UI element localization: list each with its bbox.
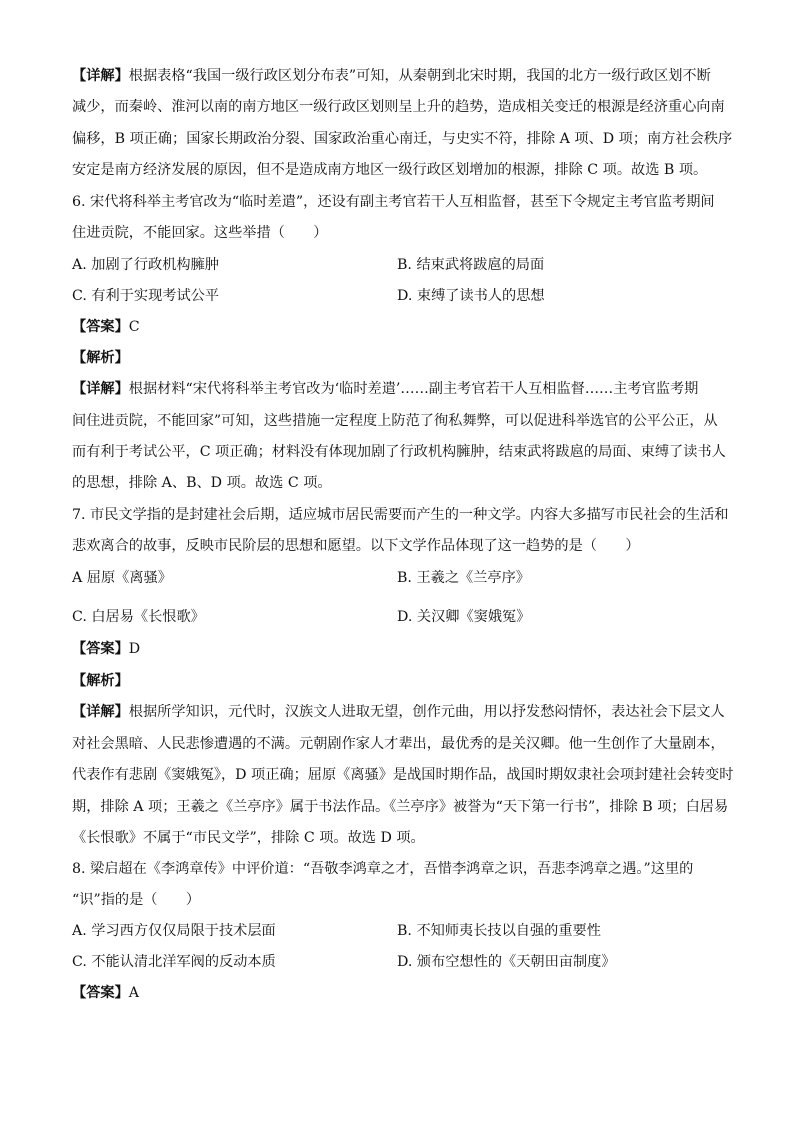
q7-option-c: C. 白居易《长恨歌》 [72,609,205,625]
q7-stem-line-2: 悲欢离合的故事，反映市民阶层的思想和愿望。以下文学作品体现了这一趋势的是（ ） [72,538,640,554]
q7-option-d: D. 关汉卿《窦娥冤》 [397,609,531,625]
q8-option-b: B. 不知师夷长技以自强的重要性 [397,923,601,939]
q6-option-c: C. 有利于实现考试公平 [72,288,220,304]
q6-stem-line-2: 住进贡院，不能回家。这些举措（ ） [72,225,328,241]
q6-answer: 【答案】C [72,319,140,335]
q5-detail-tag: 【详解】 [72,68,129,84]
q7-answer: 【答案】D [72,641,141,657]
q6-detail-line-4: 的思想，排除 A、B、D 项。故选 C 项。 [72,475,332,491]
q8-option-c: C. 不能认清北洋军阀的反动本质 [72,954,276,970]
q5-detail-line-3: 偏移，B 项正确；国家长期政治分裂、国家政治重心南迁，与史实不符，排除 A 项、D 项；南方社会秩序 [72,131,733,147]
q7-detail-line-3: 代表作有悲剧《窦娥冤》，D 项正确；屈原《离骚》是战国时期作品，战国时期奴隶社会项封建社会转变时 [72,767,734,783]
q7-option-a: A 屈原《离骚》 [72,570,172,586]
q6-analysis-heading: 【解析】 [72,350,129,366]
q6-option-b: B. 结束武将跋扈的局面 [397,257,545,273]
q7-option-b: B. 王羲之《兰亭序》 [397,570,530,586]
q6-option-a: A. 加剧了行政机构臃肿 [72,257,219,273]
q6-option-d: D. 束缚了读书人的思想 [397,288,545,304]
q5-detail-line-4: 安定是南方经济发展的原因，但不是造成南方地区一级行政区划增加的根源，排除 C 项。故选 B 项。 [72,162,708,178]
q7-analysis-heading: 【解析】 [72,673,129,689]
q7-stem-line-1: 7. 市民文学指的是封建社会后期，适应城市居民需要而产生的一种文学。内容大多描写市民社会的生活和 [72,507,729,523]
q6-stem-line-1: 6. 宋代将科举主考官改为“临时差遣”，还设有副主考官若干人互相监督，甚至下令规定主考官监考期间 [72,194,715,210]
q7-detail-line-4: 期，排除 A 项；王羲之《兰亭序》属于书法作品。《兰亭序》被誉为“天下第一行书”，排除 B 项；白居易 [72,799,729,815]
q6-detail-line-2: 间住进贡院，不能回家”可知，这些措施一定程度上防范了徇私舞弊，可以促进科举选官的公平公正，从 [72,413,718,429]
q8-stem-line-2: “识”指的是（ ） [72,892,201,908]
q7-detail-line-2: 对社会黑暗、人民悲惨遭遇的不满。元朝剧作家人才辈出，最优秀的是关汉卿。他一生创作了大量剧本， [72,736,725,752]
q7-detail-line-5: 《长恨歌》不属于“市民文学”，排除 C 项。故选 D 项。 [72,830,425,846]
q6-detail-line-1: 【详解】根据材料“宋代将科举主考官改为‘临时差遣’……副主考官若干人互相监督……主考官监考期 [72,381,699,397]
q7-detail-line-1: 【详解】根据所学知识，元代时，汉族文人进取无望，创作元曲，用以抒发愁闷情怀，表达社会下层文人 [72,704,725,720]
q8-answer: 【答案】A [72,985,140,1001]
q8-option-d: D. 颁布空想性的《天朝田亩制度》 [397,954,616,970]
q8-stem-line-1: 8. 梁启超在《李鸿章传》中评价道：“吾敬李鸿章之才，吾惜李鸿章之识，吾悲李鸿章之遇。”这里的 [72,861,694,877]
q5-detail-line-2: 减少，而秦岭、淮河以南的南方地区一级行政区划则呈上升的趋势，造成相关变迁的根源是经济重心向南 [72,99,725,115]
q8-option-a: A. 学习西方仅仅局限于技术层面 [72,923,276,939]
q6-detail-line-3: 而有利于考试公平，C 项正确；材料没有体现加剧了行政机构臃肿，结束武将跋扈的局面、束缚了读书人 [72,444,726,460]
q5-detail-line-1: 【详解】根据表格“我国一级行政区划分布表”可知，从秦朝到北宋时期，我国的北方一级行政区划不断 [72,68,711,84]
